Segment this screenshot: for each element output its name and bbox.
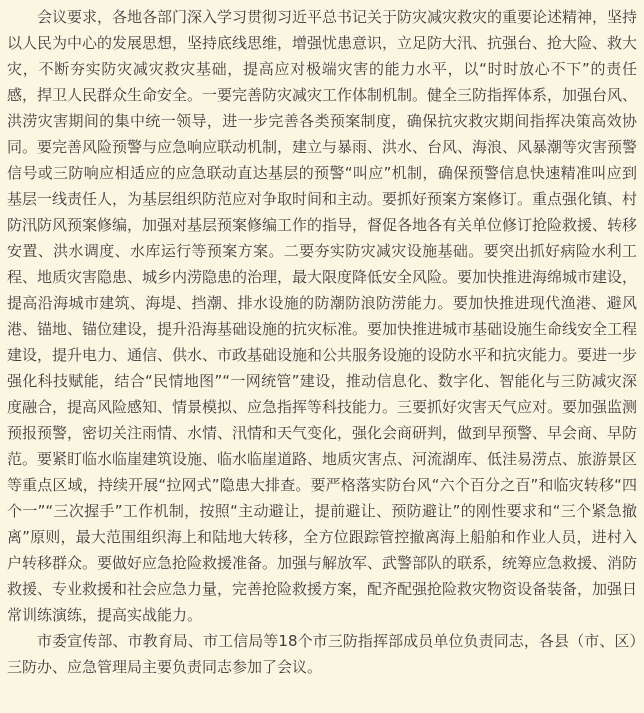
paragraph-meeting-requirements: 会议要求，各地各部门深入学习贯彻习近平总书记关于防灾减灾救灾的重要论述精神，坚持以人民为中心的发展思想，坚持底线思维，增强忧患意识，立足防大汛、抗强台、抢大险、救大灾，不断夯实防灾减灾救灾基础，提高应对极端灾害的能力水平，以“时时放心不下”的责任感，捍卫人民群众生命安全。一要完善防灾减灾工作体制机制。健全三防指挥体系，加强台风、洪涝灾害期间的集中统一领导，进一步完善各类预案制度，确保抗灾救灾期间指挥决策高效协同。要完善风险预警与应急响应联动机制，建立与暴雨、洪水、台风、海浪、风暴潮等灾害预警信号或三防响应相适应的应急联动直达基层的预警“叫应”机制，确保预警信息快速精准叫应到基层一线责任人，为基层组织防范应对争取时间和主动。要抓好预案方案修订。重点强化镇、村防汛防风预案修编，加强对基层预案修编工作的指导，督促各地各有关单位修订抢险救援、转移安置、洪水调度、水库运行等预案方案。二要夯实防灾减灾设施基础。要突出抓好病险水利工程、地质灾害隐患、城乡内涝隐患的治理，最大限度降低安全风险。要加快推进海绵城市建设，提高沿海城市建筑、海堤、挡潮、排水设施的防潮防浪防涝能力。要加快推进现代渔港、避风港、锚地、锚位建设，提升沿海基础设施的抗灾标准。要加快推进城市基础设施生命线安全工程建设，提升电力、通信、供水、市政基础设施和公共服务设施的设防水平和抗灾能力。要进一步强化科技赋能，结合“民情地图”“一网统管”建设，推动信息化、数字化、智能化与三防减灾深度融合，提高风险感知、情景模拟、应急指挥等科技能力。三要抓好灾害天气应对。要加强监测预报预警，密切关注雨情、水情、汛情和天气变化，强化会商研判，做到早预警、早会商、早防范。要紧盯临水临崖建筑设施、临水临崖道路、地质灾害点、河流湖库、低洼易涝点、旅游景区等重点区域，持续开展“拉网式”隐患大排查。要严格落实防台风“六个百分之百”和临灾转移“四个一”“三次握手”工作机制，按照“主动避让，提前避让、预防避让”的刚性要求和“三个紧急撤离”原则，最大范围组织海上和陆地大转移，全方位跟踪管控撤离海上船舶和作业人员，进村入户转移群众。要做好应急抢险救援准备。加强与解放军、武警部队的联系，统筹应急救援、消防救援、专业救援和社会应急力量，完善抢险救援方案，配齐配强抢险救灾物资设备装备，加强日常训练演练，提高实战能力。 bbox=[7, 8, 638, 624]
paragraph-attendees: 市委宣传部、市教育局、市工信局等18个市三防指挥部成员单位负责同志，各县（市、区）三防办、应急管理局主要负责同志参加了会议。 bbox=[7, 632, 637, 676]
